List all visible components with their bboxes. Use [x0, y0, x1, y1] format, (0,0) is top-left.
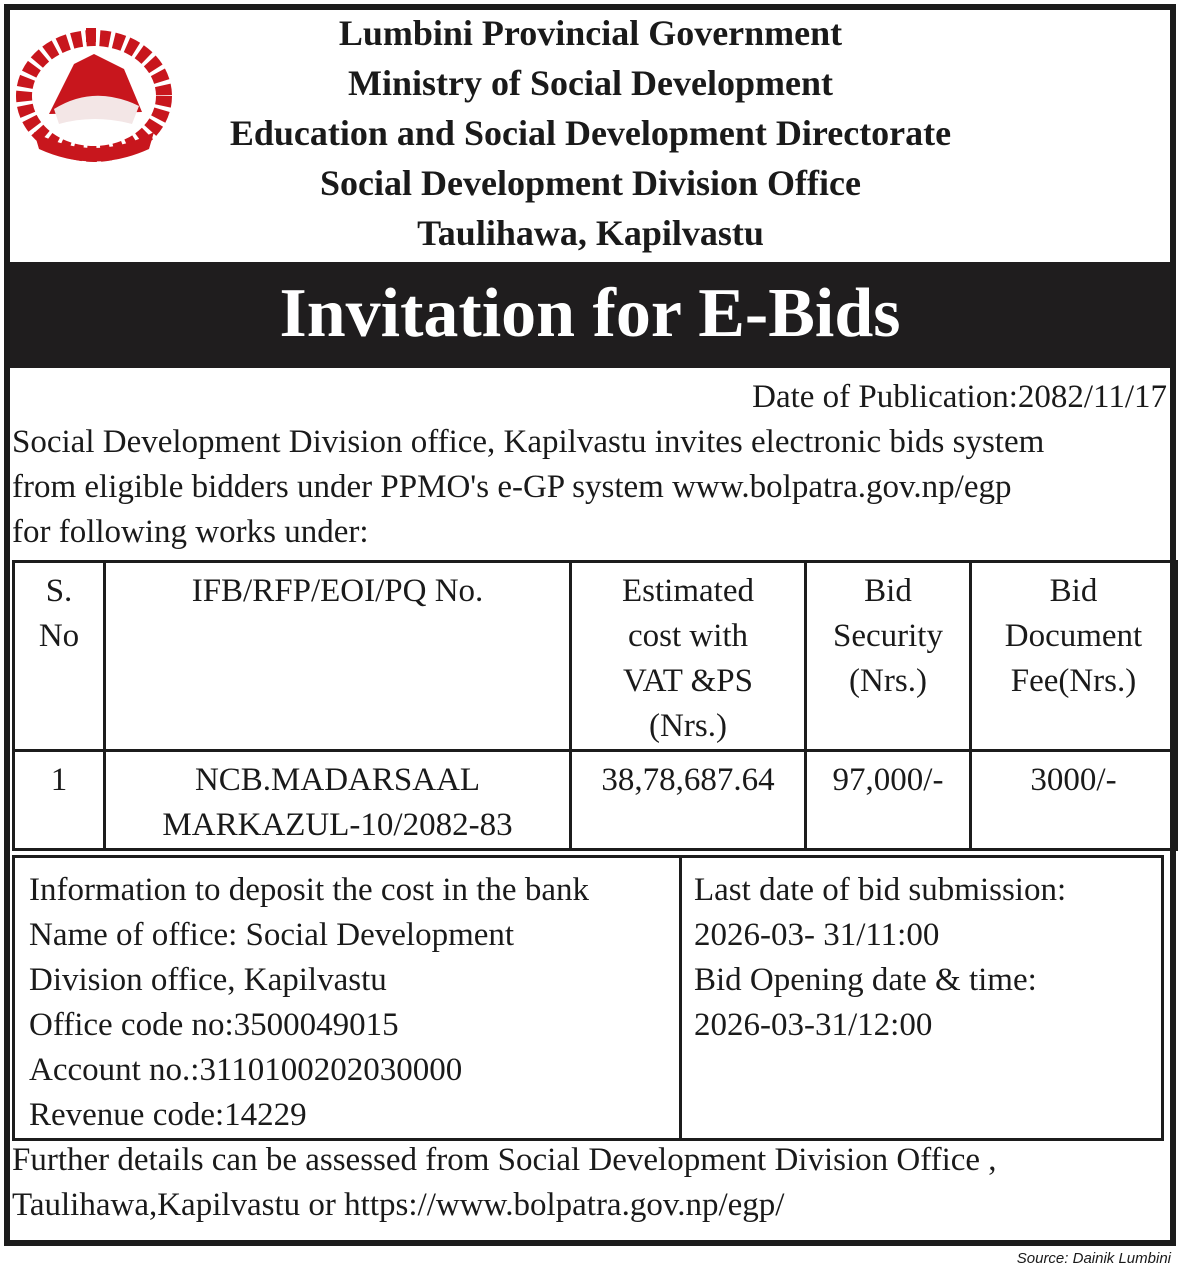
bid-dates: [682, 858, 1066, 1138]
bank-info-line: Information to deposit the cost in the bank: [29, 872, 589, 908]
footer-line: Further details can be assessed from Social Development Division Office ,: [12, 1142, 997, 1178]
bank-info-line: Office code no:3500049015: [29, 1007, 399, 1043]
header-line: Ministry of Social Development: [348, 63, 833, 103]
cell-document-fee: 3000/-: [971, 751, 1177, 850]
cell-bid-security: 97,000/-: [806, 751, 971, 850]
header-line: Taulihawa, Kapilvastu: [417, 213, 764, 253]
bank-info-line: Revenue code:14229: [29, 1097, 307, 1133]
header-line: Education and Social Development Directorate: [229, 113, 952, 153]
bank-info-line: Name of office: Social Development: [29, 917, 515, 953]
footer-text: [12, 1138, 997, 1228]
cell-sno: 1: [14, 751, 105, 850]
bank-info-line: Account no.:3110100202030000: [29, 1052, 463, 1088]
bid-table: [12, 560, 1178, 851]
intro-line: from eligible bidders under PPMO's e-GP system www.bolpatra.gov.np/egp: [12, 469, 1012, 505]
intro-line: for following works under:: [12, 514, 369, 550]
table-row: [14, 751, 1177, 850]
date-line: 2026-03- 31/11:00: [694, 917, 940, 953]
office-header: [180, 8, 1001, 258]
footer-line: Taulihawa,Kapilvastu or https://www.bolpatra.gov.np/egp/: [12, 1187, 785, 1223]
notice-title: Invitation for E-Bids: [10, 262, 1170, 368]
source-credit: Source: Dainik Lumbini: [1016, 1250, 1171, 1267]
header-document-fee: Bid Document Fee(Nrs.): [971, 562, 1177, 751]
table-header-row: [14, 562, 1177, 751]
header-line: Social Development Division Office: [320, 163, 861, 203]
intro-text: [12, 420, 1170, 555]
bank-info-line: Division office, Kapilvastu: [29, 962, 387, 998]
publication-date: Date of Publication:2082/11/17: [752, 379, 1167, 415]
cell-estimated-cost: 38,78,687.64: [571, 751, 806, 850]
government-emblem-icon: [14, 24, 174, 164]
bank-and-dates-box: [12, 855, 1164, 1141]
intro-line: Social Development Division office, Kapilvastu invites electronic bids system: [12, 424, 1045, 460]
date-line: Last date of bid submission:: [694, 872, 1067, 908]
date-line: 2026-03-31/12:00: [694, 1007, 933, 1043]
cell-ifb-no: NCB.MADARSAAL MARKAZUL-10/2082-83: [105, 751, 571, 850]
header-line: Lumbini Provincial Government: [338, 13, 843, 53]
header-bid-security: Bid Security (Nrs.): [806, 562, 971, 751]
header-sno: S. No: [14, 562, 105, 751]
bank-info: [15, 858, 682, 1138]
header-estimated-cost: Estimated cost with VAT &PS (Nrs.): [571, 562, 806, 751]
date-line: Bid Opening date & time:: [694, 962, 1037, 998]
header-ifb-no: IFB/RFP/EOI/PQ No.: [105, 562, 571, 751]
